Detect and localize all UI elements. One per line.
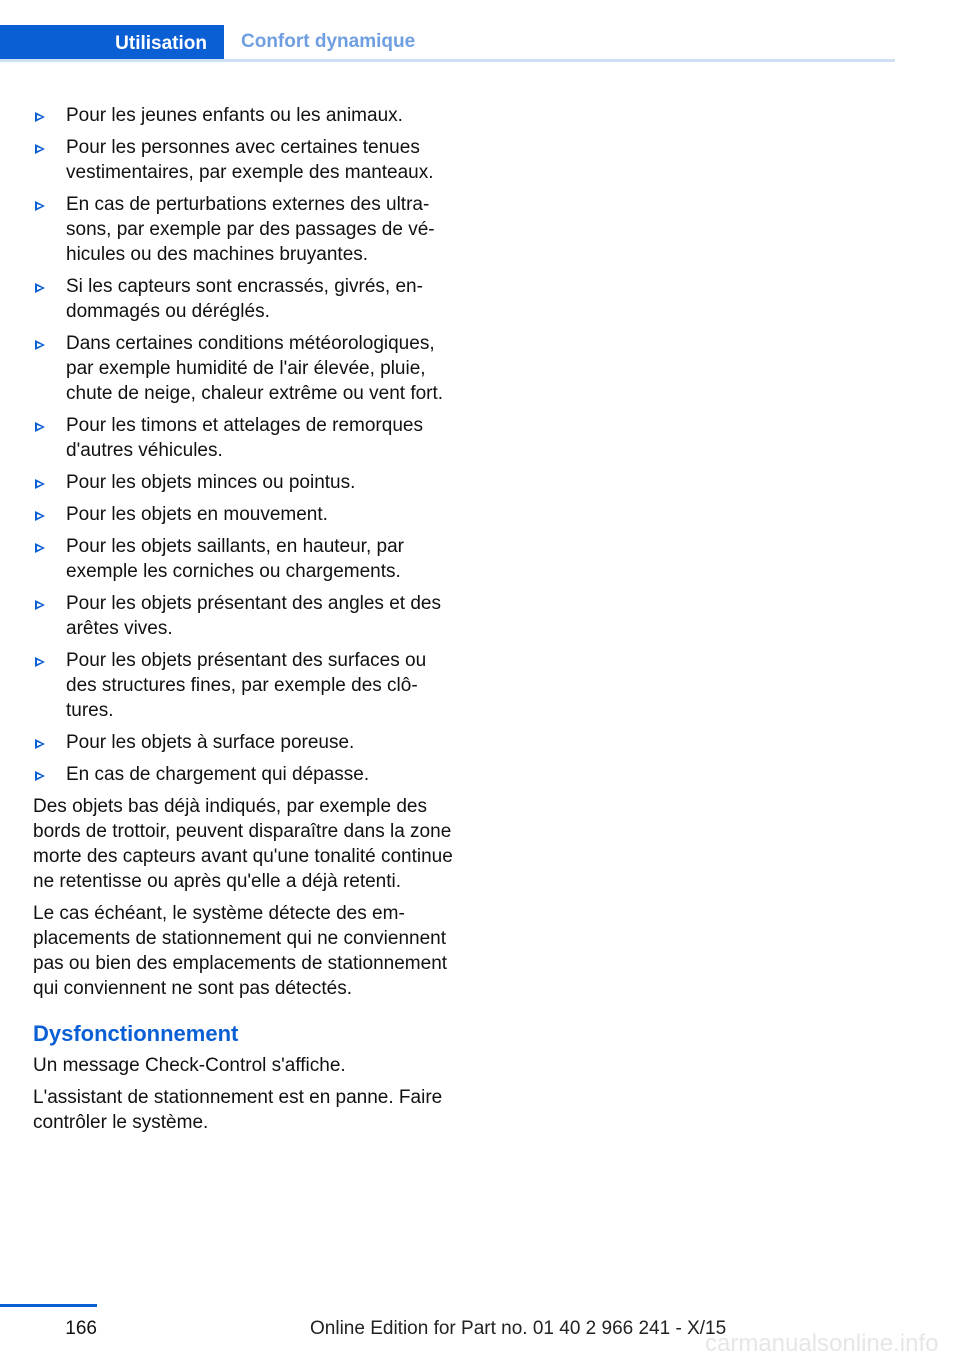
list-item: [33, 103, 453, 128]
footer-accent-line: [0, 1304, 97, 1307]
list-item-text: Pour les personnes avec certaines tenues vestimentaires, par exemple des manteaux.: [66, 137, 434, 183]
body-paragraph: Le cas échéant, le système détecte des emplacements de stationnement qui ne conviennent pas ou bien des emplacements de stationnement qui conviennent ne sont pas détectés.: [33, 903, 448, 999]
list-item-text: En cas de perturbations externes des ultrasons, par exemple par des passages de véhicules ou des machines bruyantes.: [66, 194, 435, 265]
triangle-bullet-icon: [35, 543, 45, 553]
list-item-text: Dans certaines conditions météorologiques, par exemple humidité de l'air élevée, pluie, chute de neige, chaleur extrême ou vent fort.: [66, 333, 444, 404]
triangle-bullet-icon: [35, 600, 45, 610]
main-content: [33, 103, 453, 1142]
header-divider: [0, 59, 895, 62]
triangle-bullet-icon: [35, 201, 45, 211]
triangle-bullet-icon: [35, 771, 45, 781]
triangle-bullet-icon: [35, 283, 45, 293]
section-paragraph: L'assistant de stationnement est en panne. Faire contrôler le système.: [33, 1087, 443, 1133]
list-item-text: Pour les timons et attelages de remorques d'autres véhicules.: [66, 415, 423, 461]
list-item: [33, 762, 453, 787]
list-item: [33, 192, 453, 267]
list-item: [33, 591, 453, 641]
section-tab-confort-dynamique: Confort dynamique: [241, 31, 416, 52]
list-item: [33, 648, 453, 723]
list-item-text: Pour les objets à surface poreuse.: [66, 732, 355, 753]
body-paragraph: Des objets bas déjà indiqués, par exemple des bords de trottoir, peuvent disparaître dans la zone morte des capteurs avant qu'une tonalité continue ne retentisse ou après qu'elle a déjà retenti.: [33, 796, 453, 892]
triangle-bullet-icon: [35, 112, 45, 122]
page-number: 166: [65, 1318, 97, 1339]
list-item: [33, 534, 453, 584]
list-item-text: Si les capteurs sont encrassés, givrés, endommagés ou déréglés.: [66, 276, 423, 322]
list-item: [33, 730, 453, 755]
section-tab-utilisation: Utilisation: [0, 25, 224, 62]
triangle-bullet-icon: [35, 144, 45, 154]
list-item: [33, 331, 453, 406]
list-item-text: Pour les objets présentant des surfaces ou des structures fines, par exemple des clôtures.: [66, 650, 427, 721]
triangle-bullet-icon: [35, 657, 45, 667]
list-item: [33, 470, 453, 495]
list-item-text: Pour les objets en mouvement.: [66, 504, 328, 525]
page-header: [0, 25, 895, 62]
list-item-text: Pour les objets présentant des angles et des arêtes vives.: [66, 593, 441, 639]
list-item-text: En cas de chargement qui dépasse.: [66, 764, 370, 785]
list-item: [33, 502, 453, 527]
watermark-text: carmanualsonline.info: [705, 1330, 939, 1357]
list-item: [33, 413, 453, 463]
edition-footer: Online Edition for Part no. 01 40 2 966 241 - X/15: [310, 1318, 727, 1339]
limitations-list: [33, 103, 453, 787]
list-item: [33, 135, 453, 185]
section-paragraph: Un message Check-Control s'affiche.: [33, 1055, 346, 1076]
list-item-text: Pour les objets minces ou pointus.: [66, 472, 356, 493]
section-heading: Dysfonctionnement: [33, 1021, 239, 1046]
list-item-text: Pour les jeunes enfants ou les animaux.: [66, 105, 403, 126]
triangle-bullet-icon: [35, 739, 45, 749]
triangle-bullet-icon: [35, 422, 45, 432]
triangle-bullet-icon: [35, 340, 45, 350]
list-item-text: Pour les objets saillants, en hauteur, par exemple les corniches ou chargements.: [66, 536, 404, 582]
triangle-bullet-icon: [35, 511, 45, 521]
triangle-bullet-icon: [35, 479, 45, 489]
list-item: [33, 274, 453, 324]
